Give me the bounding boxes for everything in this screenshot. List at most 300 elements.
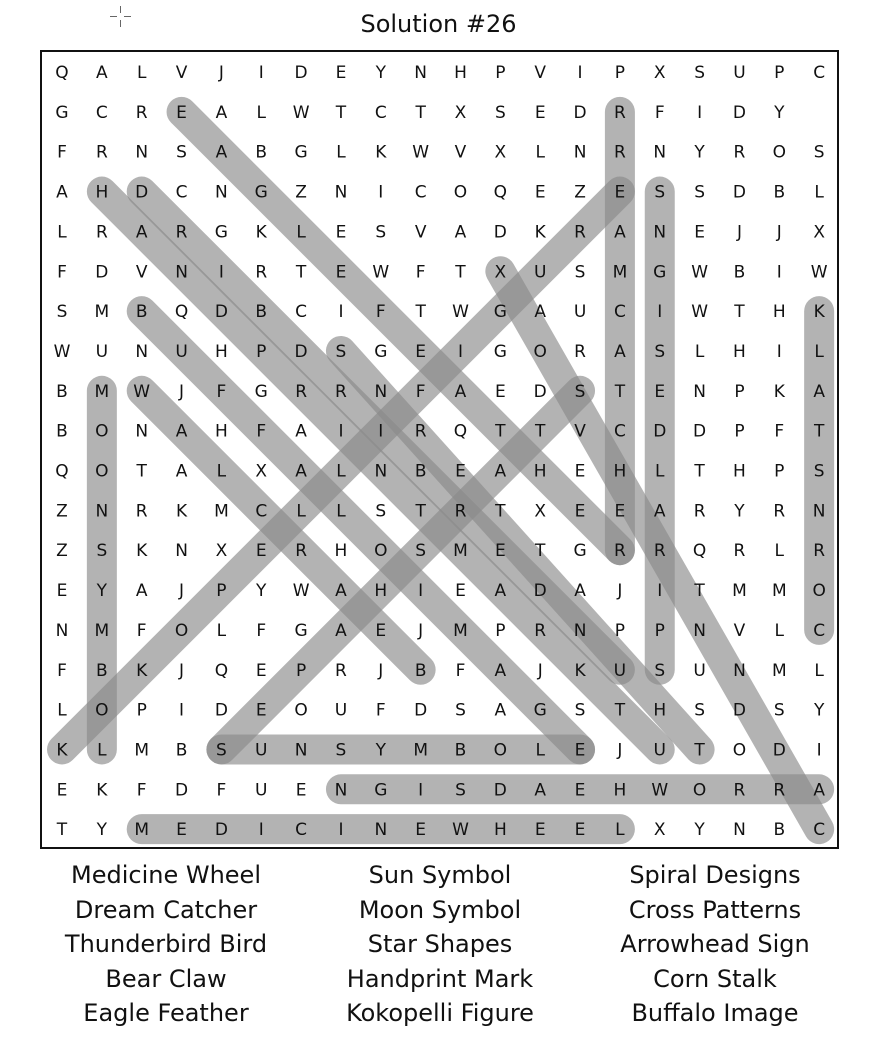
grid-letter[interactable]: N (334, 780, 348, 801)
grid-letter[interactable]: T (813, 421, 825, 442)
grid-letter[interactable]: Q (692, 541, 707, 562)
grid-letter[interactable]: L (774, 541, 785, 562)
grid-letter[interactable]: A (175, 461, 188, 482)
grid-letter[interactable]: D (414, 700, 428, 721)
grid-letter[interactable]: D (772, 740, 786, 761)
grid-letter[interactable]: E (574, 780, 586, 801)
grid-letter[interactable]: H (613, 461, 627, 482)
grid-letter[interactable]: R (733, 142, 746, 163)
grid-letter[interactable]: S (654, 341, 666, 362)
grid-letter[interactable]: S (813, 142, 825, 163)
grid-letter[interactable]: B (96, 660, 108, 681)
grid-letter[interactable]: L (774, 620, 785, 641)
grid-letter[interactable]: F (415, 381, 426, 402)
grid-letter[interactable]: T (495, 501, 506, 522)
grid-letter[interactable]: F (654, 102, 665, 123)
grid-letter[interactable]: S (813, 461, 825, 482)
grid-letter[interactable]: S (455, 780, 466, 801)
grid-letter[interactable]: X (534, 501, 547, 522)
grid-letter[interactable]: S (375, 501, 387, 522)
grid-letter[interactable]: F (136, 780, 147, 801)
grid-letter[interactable]: J (378, 660, 384, 681)
grid-letter[interactable]: Z (56, 501, 68, 522)
grid-letter[interactable]: A (215, 142, 228, 163)
grid-letter[interactable]: O (812, 581, 826, 602)
grid-letter[interactable]: M (453, 541, 468, 562)
grid-letter[interactable]: Y (774, 102, 785, 123)
grid-letter[interactable]: D (732, 700, 746, 721)
grid-letter[interactable]: O (493, 740, 508, 761)
grid-letter[interactable]: N (135, 421, 149, 442)
grid-letter[interactable]: X (653, 820, 666, 841)
grid-letter[interactable]: K (136, 660, 148, 681)
grid-letter[interactable]: J (218, 63, 224, 83)
grid-letter[interactable]: B (414, 461, 427, 482)
grid-letter[interactable]: D (732, 182, 746, 203)
grid-letter[interactable]: P (734, 381, 745, 402)
grid-letter[interactable]: R (574, 222, 586, 243)
grid-letter[interactable]: T (694, 581, 705, 602)
grid-letter[interactable]: G (254, 182, 268, 203)
grid-letter[interactable]: A (494, 700, 507, 721)
grid-letter[interactable]: T (535, 421, 546, 442)
grid-letter[interactable]: B (56, 421, 68, 442)
grid-letter[interactable]: E (335, 222, 347, 243)
grid-letter[interactable]: C (414, 182, 427, 203)
grid-letter[interactable]: N (175, 541, 188, 562)
grid-letter[interactable]: D (533, 381, 547, 402)
grid-letter[interactable]: R (733, 780, 746, 801)
grid-letter[interactable]: U (334, 700, 348, 721)
grid-letter[interactable]: S (694, 182, 705, 203)
grid-letter[interactable]: U (693, 660, 706, 681)
grid-letter[interactable]: S (574, 381, 586, 402)
grid-letter[interactable]: D (214, 820, 228, 841)
grid-letter[interactable]: O (174, 620, 189, 641)
grid-letter[interactable]: H (653, 700, 667, 721)
grid-letter[interactable]: R (613, 142, 626, 163)
grid-letter[interactable]: A (813, 780, 825, 801)
grid-letter[interactable]: A (494, 581, 507, 602)
grid-letter[interactable]: I (338, 421, 344, 442)
grid-letter[interactable]: N (693, 381, 706, 402)
grid-letter[interactable]: E (415, 341, 427, 362)
grid-letter[interactable]: S (694, 63, 705, 83)
grid-letter[interactable]: K (574, 660, 586, 681)
grid-letter[interactable]: J (418, 620, 424, 641)
grid-letter[interactable]: T (56, 820, 68, 841)
grid-letter[interactable]: P (495, 63, 506, 83)
grid-letter[interactable]: U (733, 63, 746, 83)
grid-letter[interactable]: N (374, 461, 388, 482)
grid-letter[interactable]: D (653, 421, 667, 442)
grid-letter[interactable]: Q (55, 461, 69, 482)
grid-letter[interactable]: M (771, 581, 787, 602)
grid-letter[interactable]: F (57, 660, 67, 681)
grid-letter[interactable]: D (573, 102, 587, 123)
grid-letter[interactable]: E (574, 461, 586, 482)
grid-letter[interactable]: Z (295, 182, 307, 203)
grid-letter[interactable]: O (95, 700, 109, 721)
grid-letter[interactable]: C (374, 102, 387, 123)
grid-letter[interactable]: E (574, 820, 586, 841)
grid-letter[interactable]: N (573, 142, 587, 163)
grid-letter[interactable]: U (573, 302, 587, 323)
grid-letter[interactable]: E (455, 581, 466, 602)
grid-letter[interactable]: D (175, 780, 189, 801)
grid-letter[interactable]: I (338, 820, 344, 841)
grid-letter[interactable]: B (773, 182, 786, 203)
grid-letter[interactable]: N (573, 620, 587, 641)
grid-letter[interactable]: Y (96, 820, 108, 841)
grid-letter[interactable]: F (455, 660, 466, 681)
grid-letter[interactable]: R (135, 501, 148, 522)
grid-letter[interactable]: E (56, 780, 68, 801)
grid-letter[interactable]: B (175, 740, 188, 761)
grid-canvas[interactable] (42, 52, 837, 847)
grid-letter[interactable]: I (378, 182, 384, 203)
grid-letter[interactable]: X (494, 262, 507, 283)
grid-letter[interactable]: R (255, 262, 268, 283)
grid-letter[interactable]: E (56, 581, 68, 602)
grid-letter[interactable]: E (534, 182, 546, 203)
grid-letter[interactable]: R (135, 102, 148, 123)
grid-letter[interactable]: E (176, 820, 187, 841)
grid-letter[interactable]: A (215, 102, 228, 123)
grid-letter[interactable]: G (374, 780, 388, 801)
grid-letter[interactable]: E (375, 620, 387, 641)
grid-letter[interactable]: J (537, 660, 543, 681)
grid-letter[interactable]: L (814, 182, 824, 203)
grid-letter[interactable]: L (216, 620, 227, 641)
grid-letter[interactable]: U (533, 262, 547, 283)
grid-letter[interactable]: E (534, 820, 546, 841)
grid-letter[interactable]: J (776, 222, 782, 243)
grid-letter[interactable]: X (454, 102, 467, 123)
grid-letter[interactable]: W (292, 581, 310, 602)
grid-letter[interactable]: V (414, 222, 427, 243)
grid-letter[interactable]: N (175, 262, 188, 283)
grid-letter[interactable]: P (136, 700, 147, 721)
grid-letter[interactable]: G (55, 102, 69, 123)
grid-letter[interactable]: P (216, 581, 227, 602)
grid-letter[interactable]: T (614, 381, 626, 402)
grid-letter[interactable]: X (653, 63, 666, 83)
grid-letter[interactable]: R (295, 381, 308, 402)
grid-letter[interactable]: C (175, 182, 188, 203)
grid-letter[interactable]: C (813, 620, 826, 641)
grid-letter[interactable]: Z (574, 182, 586, 203)
word-search-grid[interactable] (40, 50, 839, 849)
grid-letter[interactable]: U (175, 341, 188, 362)
grid-letter[interactable]: H (95, 182, 109, 203)
grid-letter[interactable]: R (693, 501, 706, 522)
grid-letter[interactable]: E (255, 541, 267, 562)
grid-letter[interactable]: N (812, 501, 826, 522)
grid-letter[interactable]: N (374, 381, 388, 402)
grid-letter[interactable]: M (134, 740, 150, 761)
grid-letter[interactable]: D (294, 341, 308, 362)
grid-letter[interactable]: X (215, 541, 228, 562)
grid-letter[interactable]: L (336, 501, 346, 522)
grid-letter[interactable]: T (295, 262, 307, 283)
grid-letter[interactable]: P (256, 341, 267, 362)
grid-letter[interactable]: N (95, 501, 109, 522)
grid-letter[interactable]: S (335, 740, 347, 761)
grid-letter[interactable]: Q (55, 63, 69, 83)
grid-letter[interactable]: B (135, 302, 148, 323)
grid-letter[interactable]: P (614, 63, 626, 83)
grid-letter[interactable]: L (57, 222, 67, 243)
grid-letter[interactable]: A (135, 581, 148, 602)
grid-letter[interactable]: S (216, 740, 227, 761)
grid-letter[interactable]: S (574, 700, 586, 721)
grid-letter[interactable]: A (335, 581, 347, 602)
grid-letter[interactable]: X (813, 222, 825, 243)
grid-letter[interactable]: R (335, 660, 347, 681)
grid-letter[interactable]: U (95, 341, 109, 362)
grid-letter[interactable]: K (56, 740, 68, 761)
grid-letter[interactable]: D (533, 581, 547, 602)
grid-letter[interactable]: U (255, 780, 268, 801)
grid-letter[interactable]: L (814, 341, 824, 362)
grid-letter[interactable]: I (338, 302, 344, 323)
grid-letter[interactable]: U (255, 740, 268, 761)
grid-letter[interactable]: C (613, 421, 626, 442)
grid-letter[interactable]: S (773, 700, 785, 721)
grid-letter[interactable]: F (57, 262, 67, 283)
grid-letter[interactable]: S (455, 700, 466, 721)
grid-letter[interactable]: R (613, 541, 626, 562)
grid-letter[interactable]: M (453, 620, 468, 641)
grid-letter[interactable]: H (454, 63, 467, 83)
grid-letter[interactable]: F (375, 700, 386, 721)
grid-letter[interactable]: M (771, 660, 787, 681)
grid-letter[interactable]: E (574, 501, 586, 522)
grid-letter[interactable]: X (494, 142, 507, 163)
grid-letter[interactable]: S (56, 302, 68, 323)
grid-letter[interactable]: M (94, 302, 110, 323)
grid-letter[interactable]: P (654, 620, 665, 641)
grid-letter[interactable]: L (216, 461, 227, 482)
grid-letter[interactable]: R (95, 142, 108, 163)
grid-letter[interactable]: R (454, 501, 467, 522)
grid-letter[interactable]: H (613, 780, 627, 801)
grid-letter[interactable]: C (295, 302, 308, 323)
grid-letter[interactable]: K (255, 222, 267, 243)
grid-letter[interactable]: M (134, 820, 150, 841)
grid-letter[interactable]: G (653, 262, 667, 283)
grid-letter[interactable]: T (614, 700, 626, 721)
grid-letter[interactable]: K (813, 302, 825, 323)
grid-letter[interactable]: I (179, 700, 185, 721)
grid-letter[interactable]: A (494, 461, 507, 482)
grid-letter[interactable]: I (657, 302, 663, 323)
grid-letter[interactable]: H (374, 581, 388, 602)
grid-letter[interactable]: T (335, 102, 347, 123)
grid-letter[interactable]: S (335, 341, 347, 362)
grid-letter[interactable]: O (294, 700, 308, 721)
grid-letter[interactable]: I (577, 63, 583, 83)
grid-letter[interactable]: W (452, 820, 469, 841)
grid-letter[interactable]: J (617, 581, 623, 602)
grid-letter[interactable]: W (810, 262, 828, 283)
grid-letter[interactable]: G (294, 620, 308, 641)
grid-letter[interactable]: W (412, 142, 430, 163)
grid-letter[interactable]: I (457, 341, 464, 362)
grid-letter[interactable]: M (94, 620, 110, 641)
grid-letter[interactable]: M (612, 262, 628, 283)
grid-letter[interactable]: N (693, 620, 706, 641)
grid-letter[interactable]: N (334, 182, 348, 203)
grid-letter[interactable]: S (96, 541, 108, 562)
grid-letter[interactable]: N (135, 341, 149, 362)
grid-letter[interactable]: G (374, 341, 388, 362)
grid-letter[interactable]: C (813, 820, 826, 841)
grid-letter[interactable]: L (535, 740, 545, 761)
grid-letter[interactable]: F (216, 381, 227, 402)
grid-letter[interactable]: Y (694, 142, 705, 163)
grid-letter[interactable]: Q (214, 660, 229, 681)
grid-letter[interactable]: K (534, 222, 546, 243)
grid-letter[interactable]: I (218, 262, 224, 283)
grid-letter[interactable]: A (494, 660, 507, 681)
grid-letter[interactable]: Y (694, 820, 705, 841)
grid-letter[interactable]: S (494, 102, 506, 123)
grid-letter[interactable]: R (175, 222, 188, 243)
grid-letter[interactable]: P (734, 421, 745, 442)
grid-letter[interactable]: A (295, 421, 307, 442)
grid-letter[interactable]: D (493, 780, 507, 801)
grid-letter[interactable]: L (655, 461, 665, 482)
grid-letter[interactable]: E (494, 381, 506, 402)
grid-letter[interactable]: O (95, 461, 109, 482)
grid-letter[interactable]: T (136, 461, 147, 482)
grid-letter[interactable]: B (255, 302, 268, 323)
grid-letter[interactable]: A (574, 581, 586, 602)
grid-letter[interactable]: R (295, 541, 308, 562)
grid-letter[interactable]: K (96, 780, 108, 801)
grid-letter[interactable]: D (214, 302, 228, 323)
grid-letter[interactable]: W (133, 381, 151, 402)
grid-letter[interactable]: I (258, 820, 264, 841)
grid-letter[interactable]: R (574, 341, 586, 362)
grid-letter[interactable]: L (336, 461, 346, 482)
grid-letter[interactable]: L (535, 142, 545, 163)
grid-letter[interactable]: Q (174, 302, 189, 323)
grid-letter[interactable]: P (295, 660, 307, 681)
grid-letter[interactable]: O (772, 142, 786, 163)
grid-letter[interactable]: L (814, 660, 824, 681)
grid-letter[interactable]: R (653, 541, 666, 562)
grid-letter[interactable]: B (56, 381, 68, 402)
grid-letter[interactable]: Y (96, 581, 108, 602)
grid-letter[interactable]: N (215, 182, 228, 203)
grid-letter[interactable]: U (653, 740, 666, 761)
grid-letter[interactable]: C (95, 102, 108, 123)
grid-letter[interactable]: I (418, 780, 424, 801)
grid-letter[interactable]: K (375, 142, 387, 163)
grid-letter[interactable]: O (453, 182, 468, 203)
grid-letter[interactable]: H (334, 541, 348, 562)
grid-letter[interactable]: F (136, 620, 147, 641)
grid-letter[interactable]: R (733, 541, 746, 562)
grid-letter[interactable]: H (772, 302, 786, 323)
grid-letter[interactable]: F (415, 262, 426, 283)
grid-letter[interactable]: C (613, 302, 626, 323)
grid-letter[interactable]: V (733, 620, 746, 641)
grid-letter[interactable]: A (56, 182, 68, 203)
grid-letter[interactable]: D (732, 102, 746, 123)
grid-letter[interactable]: P (495, 620, 506, 641)
grid-letter[interactable]: B (255, 142, 268, 163)
grid-letter[interactable]: G (254, 381, 268, 402)
grid-letter[interactable]: S (176, 142, 187, 163)
grid-letter[interactable]: M (94, 381, 110, 402)
grid-letter[interactable]: X (255, 461, 268, 482)
grid-letter[interactable]: L (97, 740, 107, 761)
grid-letter[interactable]: D (693, 421, 707, 442)
grid-letter[interactable]: E (176, 102, 187, 123)
grid-letter[interactable]: E (614, 182, 626, 203)
grid-letter[interactable]: M (732, 581, 747, 602)
grid-letter[interactable]: J (736, 222, 742, 243)
grid-letter[interactable]: P (774, 461, 785, 482)
grid-letter[interactable]: A (653, 501, 666, 522)
grid-letter[interactable]: M (413, 740, 428, 761)
grid-letter[interactable]: D (493, 222, 507, 243)
grid-letter[interactable]: R (335, 381, 347, 402)
grid-letter[interactable]: F (256, 421, 267, 442)
grid-letter[interactable]: J (179, 381, 185, 402)
grid-letter[interactable]: I (816, 740, 822, 761)
grid-letter[interactable]: L (336, 142, 346, 163)
grid-letter[interactable]: I (697, 102, 703, 123)
grid-letter[interactable]: W (691, 262, 709, 283)
grid-letter[interactable]: A (614, 341, 626, 362)
grid-letter[interactable]: T (455, 262, 466, 283)
grid-letter[interactable]: D (135, 182, 149, 203)
grid-letter[interactable]: H (733, 461, 746, 482)
grid-letter[interactable]: D (214, 700, 228, 721)
grid-letter[interactable]: J (179, 660, 185, 681)
grid-letter[interactable]: L (136, 63, 147, 83)
grid-letter[interactable]: V (574, 421, 586, 442)
grid-letter[interactable]: L (615, 820, 625, 841)
grid-letter[interactable]: G (493, 302, 507, 323)
grid-letter[interactable]: A (614, 222, 626, 243)
grid-letter[interactable]: H (493, 820, 507, 841)
grid-letter[interactable]: O (95, 421, 109, 442)
grid-letter[interactable]: A (295, 461, 307, 482)
grid-letter[interactable]: A (454, 381, 467, 402)
grid-letter[interactable]: E (614, 501, 626, 522)
grid-letter[interactable]: F (256, 620, 267, 641)
grid-letter[interactable]: R (95, 222, 108, 243)
grid-letter[interactable]: U (613, 660, 627, 681)
grid-letter[interactable]: E (335, 262, 347, 283)
grid-letter[interactable]: R (534, 620, 547, 641)
grid-letter[interactable]: T (415, 102, 426, 123)
grid-letter[interactable]: R (773, 780, 786, 801)
grid-letter[interactable]: E (295, 780, 307, 801)
grid-letter[interactable]: I (258, 63, 264, 83)
grid-letter[interactable]: K (175, 501, 188, 522)
grid-letter[interactable]: B (454, 740, 467, 761)
grid-letter[interactable]: L (296, 501, 306, 522)
grid-letter[interactable]: W (53, 341, 71, 362)
grid-letter[interactable]: M (214, 501, 229, 522)
